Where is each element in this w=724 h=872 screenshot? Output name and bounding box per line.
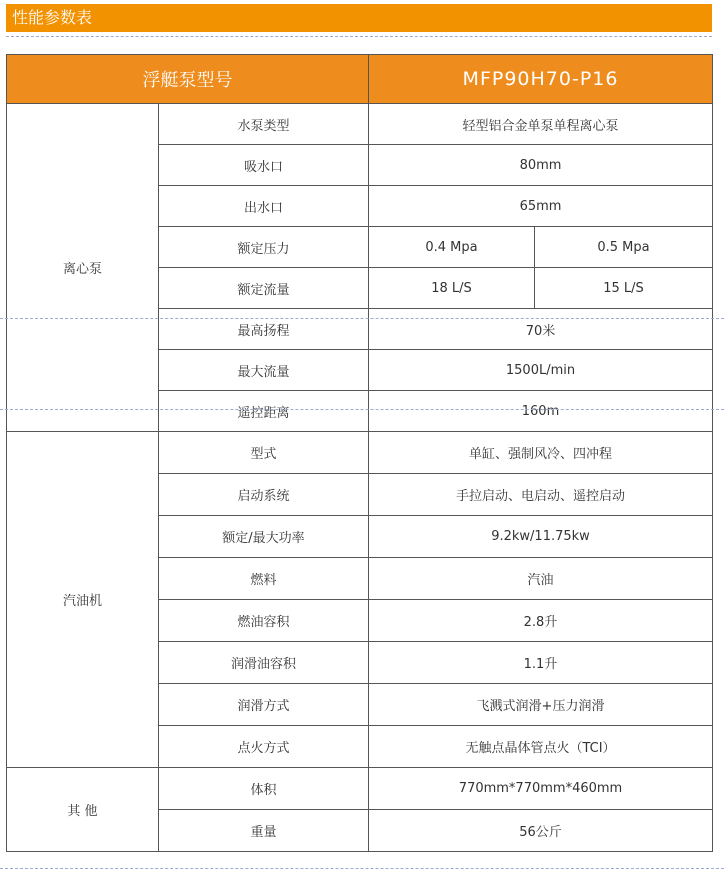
row-label: 启动系统	[159, 474, 369, 516]
row-label: 体积	[159, 768, 369, 810]
row-value: 1500L/min	[369, 350, 713, 391]
dashed-divider	[0, 318, 724, 319]
dashed-divider	[0, 868, 724, 869]
row-label: 额定流量	[159, 268, 369, 309]
row-label: 燃油容积	[159, 600, 369, 642]
dashed-divider	[6, 36, 712, 37]
row-label: 点火方式	[159, 726, 369, 768]
row-value: 80mm	[369, 145, 713, 186]
row-value: 160m	[369, 391, 713, 432]
group-gasoline-engine: 汽油机	[7, 432, 159, 768]
row-label: 最大流量	[159, 350, 369, 391]
group-other: 其 他	[7, 768, 159, 852]
row-value: 飞溅式润滑+压力润滑	[369, 684, 713, 726]
row-value: 70米	[369, 309, 713, 350]
row-value-b: 15 L/S	[535, 268, 713, 309]
section-title: 性能参数表	[6, 4, 712, 32]
row-value: 汽油	[369, 558, 713, 600]
header-label: 浮艇泵型号	[7, 55, 369, 104]
row-label: 额定压力	[159, 227, 369, 268]
row-label: 润滑方式	[159, 684, 369, 726]
row-label: 出水口	[159, 186, 369, 227]
row-value: 单缸、强制风冷、四冲程	[369, 432, 713, 474]
row-label: 最高扬程	[159, 309, 369, 350]
row-value-a: 18 L/S	[369, 268, 535, 309]
table-row	[7, 104, 713, 145]
row-value: 9.2kw/11.75kw	[369, 516, 713, 558]
table-row	[7, 768, 713, 810]
row-label: 润滑油容积	[159, 642, 369, 684]
row-value: 手拉启动、电启动、遥控启动	[369, 474, 713, 516]
row-value-a: 0.4 Mpa	[369, 227, 535, 268]
dashed-divider	[0, 409, 724, 410]
row-label: 燃料	[159, 558, 369, 600]
row-value: 1.1升	[369, 642, 713, 684]
row-value-b: 0.5 Mpa	[535, 227, 713, 268]
row-label: 水泵类型	[159, 104, 369, 145]
row-value: 56公斤	[369, 810, 713, 852]
table-header-row	[7, 55, 713, 104]
row-value: 2.8升	[369, 600, 713, 642]
row-label: 重量	[159, 810, 369, 852]
group-centrifugal-pump: 离心泵	[7, 104, 159, 432]
row-value: 无触点晶体管点火（TCI）	[369, 726, 713, 768]
row-label: 遥控距离	[159, 391, 369, 432]
row-label: 额定/最大功率	[159, 516, 369, 558]
row-label: 吸水口	[159, 145, 369, 186]
row-label: 型式	[159, 432, 369, 474]
spec-table	[6, 54, 713, 852]
table-row	[7, 432, 713, 474]
row-value: 65mm	[369, 186, 713, 227]
row-value: 轻型铝合金单泵单程离心泵	[369, 104, 713, 145]
header-model: MFP90H70-P16	[369, 55, 713, 104]
row-value: 770mm*770mm*460mm	[369, 768, 713, 810]
